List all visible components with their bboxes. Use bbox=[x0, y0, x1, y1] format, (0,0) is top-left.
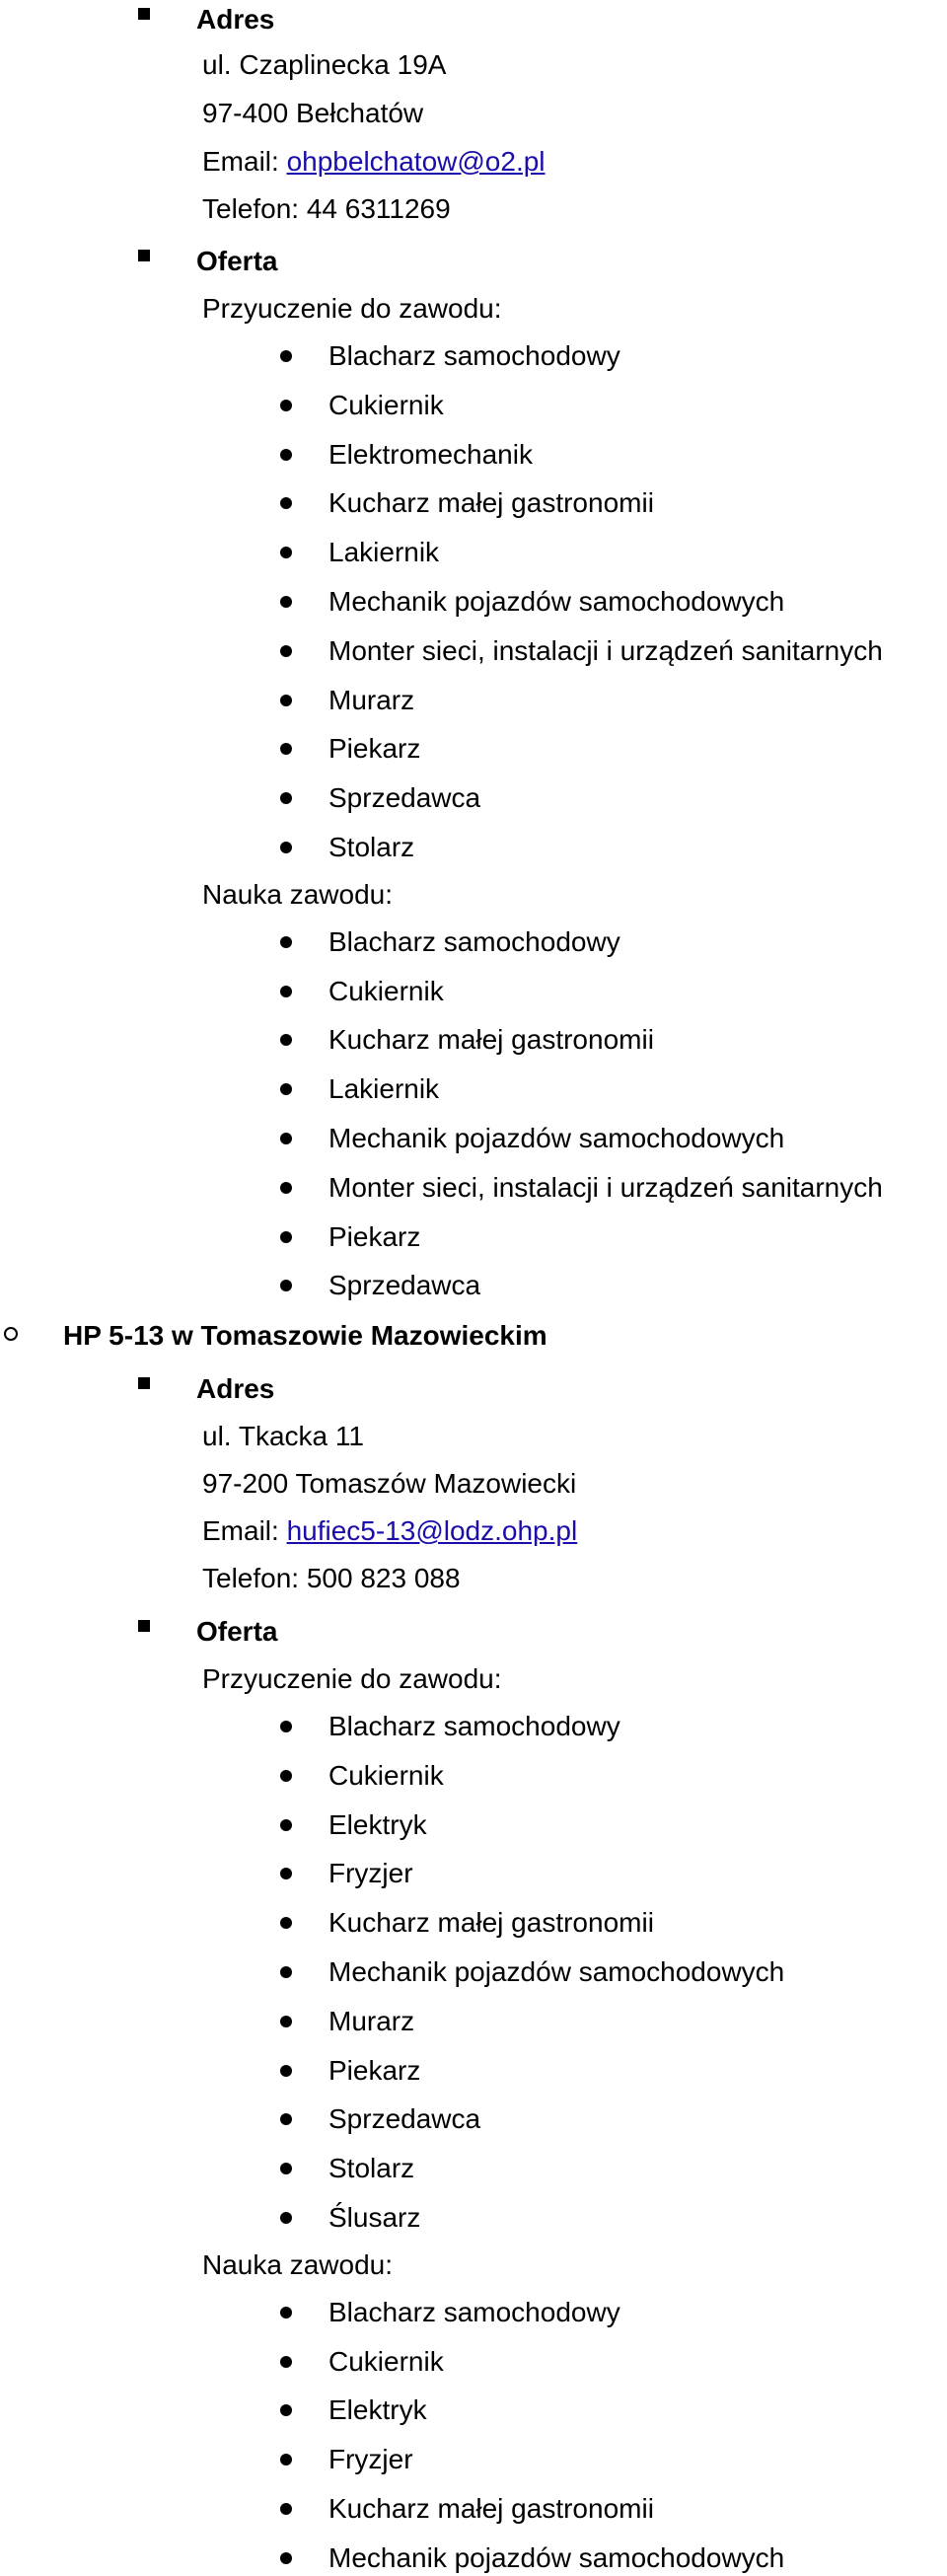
bullet-dot-icon bbox=[280, 497, 292, 509]
adres-heading: Adres bbox=[196, 4, 275, 35]
list-item: Piekarz bbox=[328, 733, 421, 765]
list-item: Cukiernik bbox=[328, 2345, 444, 2377]
list-item: Fryzjer bbox=[328, 2444, 413, 2475]
list-item: Mechanik pojazdów samochodowych bbox=[328, 586, 785, 617]
bullet-dot-icon bbox=[280, 1770, 292, 1782]
list-item: Mechanik pojazdów samochodowych bbox=[328, 2541, 785, 2573]
email-line bbox=[202, 1513, 577, 1549]
bullet-dot-icon bbox=[280, 2356, 292, 2368]
bullet-dot-icon bbox=[280, 2404, 292, 2416]
list-item: Elektryk bbox=[328, 2394, 427, 2426]
bullet-dot-icon bbox=[280, 449, 292, 461]
address-line: ul. Tkacka 11 bbox=[202, 1421, 364, 1451]
bullet-dot-icon bbox=[280, 400, 292, 411]
circle-outline-bullet-icon bbox=[4, 1327, 18, 1341]
bullet-dot-icon bbox=[280, 2503, 292, 2515]
bullet-dot-icon bbox=[280, 2113, 292, 2125]
phone-line: Telefon: 44 6311269 bbox=[202, 193, 451, 224]
bullet-dot-icon bbox=[280, 2016, 292, 2027]
email-line bbox=[202, 144, 546, 180]
bullet-dot-icon bbox=[280, 2307, 292, 2318]
list-item: Cukiernik bbox=[328, 1759, 444, 1791]
list-item: Kucharz małej gastronomii bbox=[328, 487, 654, 519]
bullet-dot-icon bbox=[280, 1721, 292, 1732]
list-item: Fryzjer bbox=[328, 1858, 413, 1889]
bullet-dot-icon bbox=[280, 1083, 292, 1095]
list-item: Lakiernik bbox=[328, 537, 440, 568]
bullet-dot-icon bbox=[280, 547, 292, 558]
bullet-dot-icon bbox=[280, 2163, 292, 2174]
square-bullet-icon bbox=[138, 1620, 150, 1632]
email-label: Email: bbox=[202, 1515, 287, 1546]
address-line: ul. Czaplinecka 19A bbox=[202, 49, 447, 80]
square-bullet-icon bbox=[138, 1377, 150, 1389]
bullet-dot-icon bbox=[280, 2552, 292, 2564]
email-label: Email: bbox=[202, 146, 287, 177]
list-item: Mechanik pojazdów samochodowych bbox=[328, 1123, 785, 1153]
bullet-dot-icon bbox=[280, 1133, 292, 1144]
bullet-dot-icon bbox=[280, 596, 292, 608]
list-item: Blacharz samochodowy bbox=[328, 2296, 620, 2327]
list-item: Blacharz samochodowy bbox=[328, 925, 620, 957]
bullet-dot-icon bbox=[280, 1966, 292, 1978]
list-item: Blacharz samochodowy bbox=[328, 1711, 620, 1741]
list-item: Piekarz bbox=[328, 1220, 421, 1252]
email-link[interactable]: hufiec5-13@lodz.ohp.pl bbox=[286, 1515, 578, 1546]
bullet-dot-icon bbox=[280, 2454, 292, 2466]
list-item: Sprzedawca bbox=[328, 782, 481, 814]
list-item: Cukiernik bbox=[328, 975, 444, 1006]
bullet-dot-icon bbox=[280, 2212, 292, 2224]
oferta-heading: Oferta bbox=[196, 246, 278, 276]
bullet-dot-icon bbox=[280, 1182, 292, 1194]
bullet-dot-icon bbox=[280, 1034, 292, 1046]
przyuczenie-label: Przyuczenie do zawodu: bbox=[202, 1663, 502, 1694]
email-link[interactable]: ohpbelchatow@o2.pl bbox=[286, 146, 546, 177]
bullet-dot-icon bbox=[280, 645, 292, 657]
address-line: 97-200 Tomaszów Mazowiecki bbox=[202, 1468, 577, 1499]
list-item: Murarz bbox=[328, 684, 415, 715]
list-item: Stolarz bbox=[328, 2153, 415, 2184]
bullet-dot-icon bbox=[280, 1231, 292, 1243]
bullet-dot-icon bbox=[280, 350, 292, 362]
address-line: 97-400 Bełchatów bbox=[202, 98, 424, 128]
list-item: Lakiernik bbox=[328, 1073, 440, 1105]
list-item: Kucharz małej gastronomii bbox=[328, 1024, 654, 1056]
nauka-label: Nauka zawodu: bbox=[202, 2248, 394, 2280]
list-item: Mechanik pojazdów samochodowych bbox=[328, 1956, 785, 1987]
bullet-dot-icon bbox=[280, 695, 292, 706]
list-item: Murarz bbox=[328, 2005, 415, 2036]
unit-heading: HP 5-13 w Tomaszowie Mazowieckim bbox=[63, 1320, 547, 1351]
list-item: Ślusarz bbox=[328, 2202, 421, 2233]
square-bullet-icon bbox=[138, 250, 150, 261]
adres-heading: Adres bbox=[196, 1373, 275, 1404]
bullet-dot-icon bbox=[280, 1917, 292, 1929]
bullet-dot-icon bbox=[280, 792, 292, 804]
bullet-dot-icon bbox=[280, 1819, 292, 1831]
list-item: Elektryk bbox=[328, 1808, 427, 1840]
list-item: Cukiernik bbox=[328, 389, 444, 420]
list-item: Sprzedawca bbox=[328, 1270, 481, 1301]
bullet-dot-icon bbox=[280, 936, 292, 948]
list-item: Stolarz bbox=[328, 832, 415, 862]
oferta-heading: Oferta bbox=[196, 1616, 278, 1647]
bullet-dot-icon bbox=[280, 1868, 292, 1879]
bullet-dot-icon bbox=[280, 743, 292, 755]
list-item: Kucharz małej gastronomii bbox=[328, 1907, 654, 1939]
bullet-dot-icon bbox=[280, 986, 292, 997]
przyuczenie-label: Przyuczenie do zawodu: bbox=[202, 293, 502, 324]
list-item: Piekarz bbox=[328, 2054, 421, 2086]
phone-line: Telefon: 500 823 088 bbox=[202, 1563, 461, 1593]
square-bullet-icon bbox=[138, 8, 150, 20]
list-item: Monter sieci, instalacji i urządzeń sanitarnych bbox=[328, 1171, 883, 1203]
bullet-dot-icon bbox=[280, 2065, 292, 2077]
bullet-dot-icon bbox=[280, 842, 292, 853]
bullet-dot-icon bbox=[280, 1280, 292, 1291]
list-item: Sprzedawca bbox=[328, 2103, 481, 2135]
list-item: Kucharz małej gastronomii bbox=[328, 2493, 654, 2524]
list-item: Elektromechanik bbox=[328, 438, 533, 470]
list-item: Monter sieci, instalacji i urządzeń sanitarnych bbox=[328, 634, 883, 666]
nauka-label: Nauka zawodu: bbox=[202, 878, 394, 910]
list-item: Blacharz samochodowy bbox=[328, 340, 620, 371]
